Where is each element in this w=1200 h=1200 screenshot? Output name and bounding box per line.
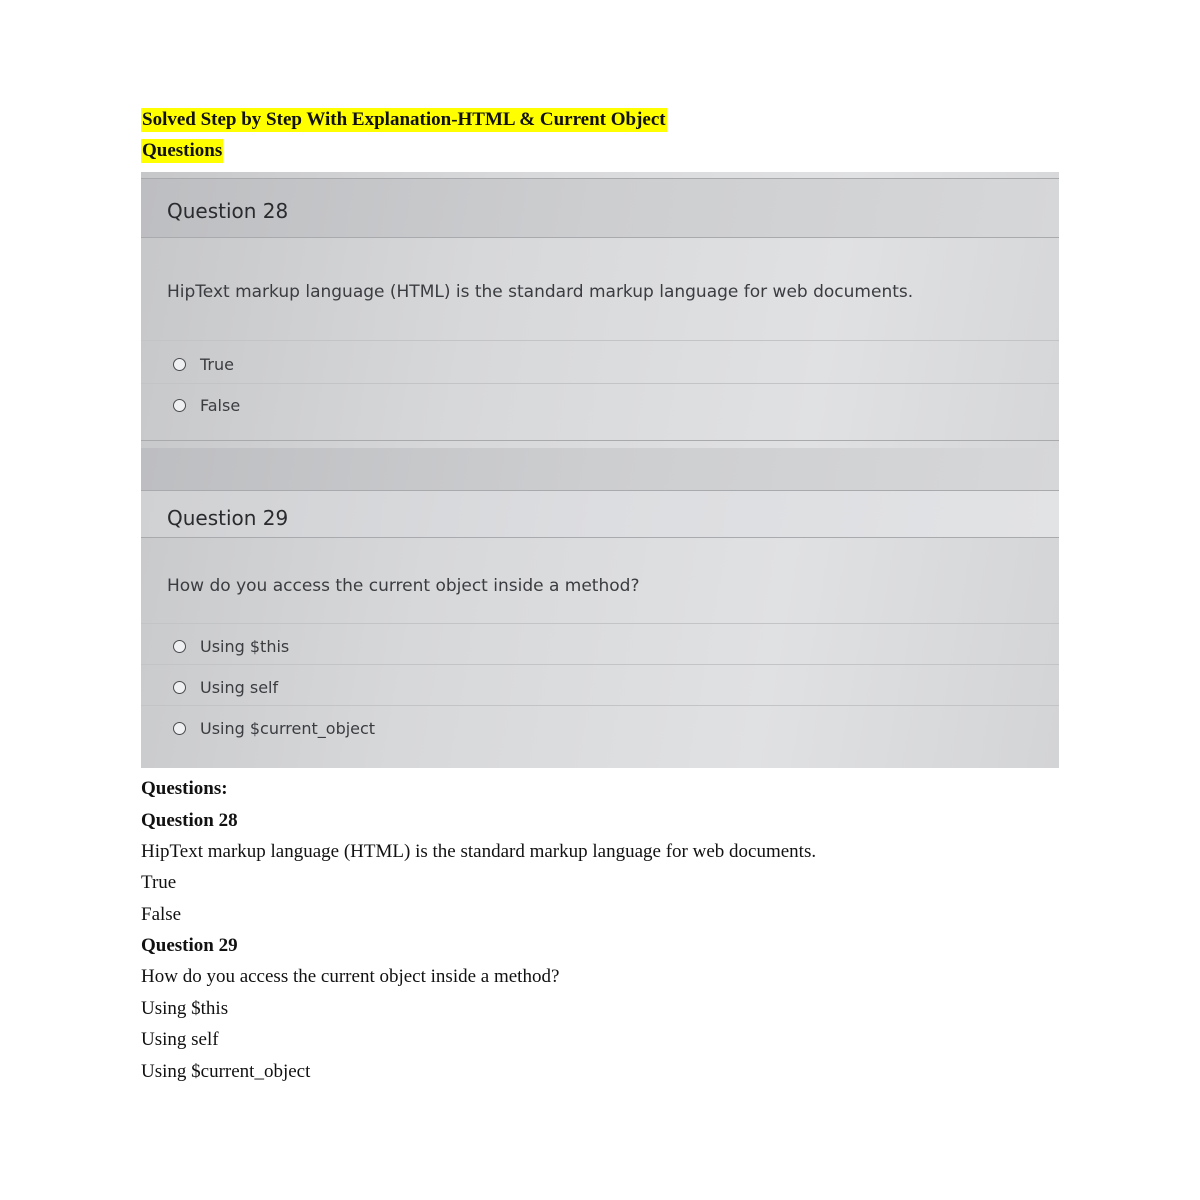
radio-button-icon[interactable] xyxy=(173,681,186,694)
question-29-option-self[interactable] xyxy=(173,677,278,697)
question-28-option-true-text: True xyxy=(141,872,177,893)
question-28-body: HipText markup language (HTML) is the standard markup language for web documents. xyxy=(141,841,817,862)
divider xyxy=(141,537,1059,538)
question-29-option-this-text: Using $this xyxy=(141,998,229,1019)
question-gap xyxy=(141,448,1059,490)
divider xyxy=(141,664,1059,665)
question-29-text: How do you access the current object inside a method? xyxy=(167,576,640,596)
option-label: False xyxy=(200,395,241,415)
radio-button-icon[interactable] xyxy=(173,358,186,371)
question-29-option-current-object[interactable] xyxy=(173,718,375,738)
option-label: Using $current_object xyxy=(200,718,376,738)
quiz-screenshot-photo xyxy=(141,172,1059,768)
question-28-text: HipText markup language (HTML) is the standard markup language for web documents. xyxy=(167,282,914,302)
question-29-option-this[interactable] xyxy=(173,636,289,656)
radio-button-icon[interactable] xyxy=(173,722,186,735)
radio-button-icon[interactable] xyxy=(173,640,186,653)
divider xyxy=(141,383,1059,384)
divider xyxy=(141,237,1059,238)
question-29-option-current-object-text: Using $current_object xyxy=(141,1061,311,1082)
question-29-option-self-text: Using self xyxy=(141,1029,219,1050)
question-29-title: Question 29 xyxy=(167,506,289,530)
option-label: Using $this xyxy=(200,636,290,656)
divider xyxy=(141,705,1059,706)
question-29-heading: Question 29 xyxy=(141,935,238,956)
question-28-option-true[interactable] xyxy=(173,354,234,374)
question-28-heading: Question 28 xyxy=(141,810,238,831)
divider xyxy=(141,440,1059,441)
option-label: True xyxy=(200,354,234,374)
question-28-option-false[interactable] xyxy=(173,395,240,415)
questions-heading: Questions: xyxy=(141,778,228,799)
question-28-option-false-text: False xyxy=(141,904,182,925)
question-29-body: How do you access the current object inside a method? xyxy=(141,966,560,987)
divider xyxy=(141,340,1059,341)
radio-button-icon[interactable] xyxy=(173,399,186,412)
document-title: Solved Step by Step With Explanation-HTML & Current Object xyxy=(142,109,666,130)
document-subtitle: Questions xyxy=(142,140,223,161)
option-label: Using self xyxy=(200,677,279,697)
question-28-title: Question 28 xyxy=(167,199,289,223)
divider xyxy=(141,623,1059,624)
